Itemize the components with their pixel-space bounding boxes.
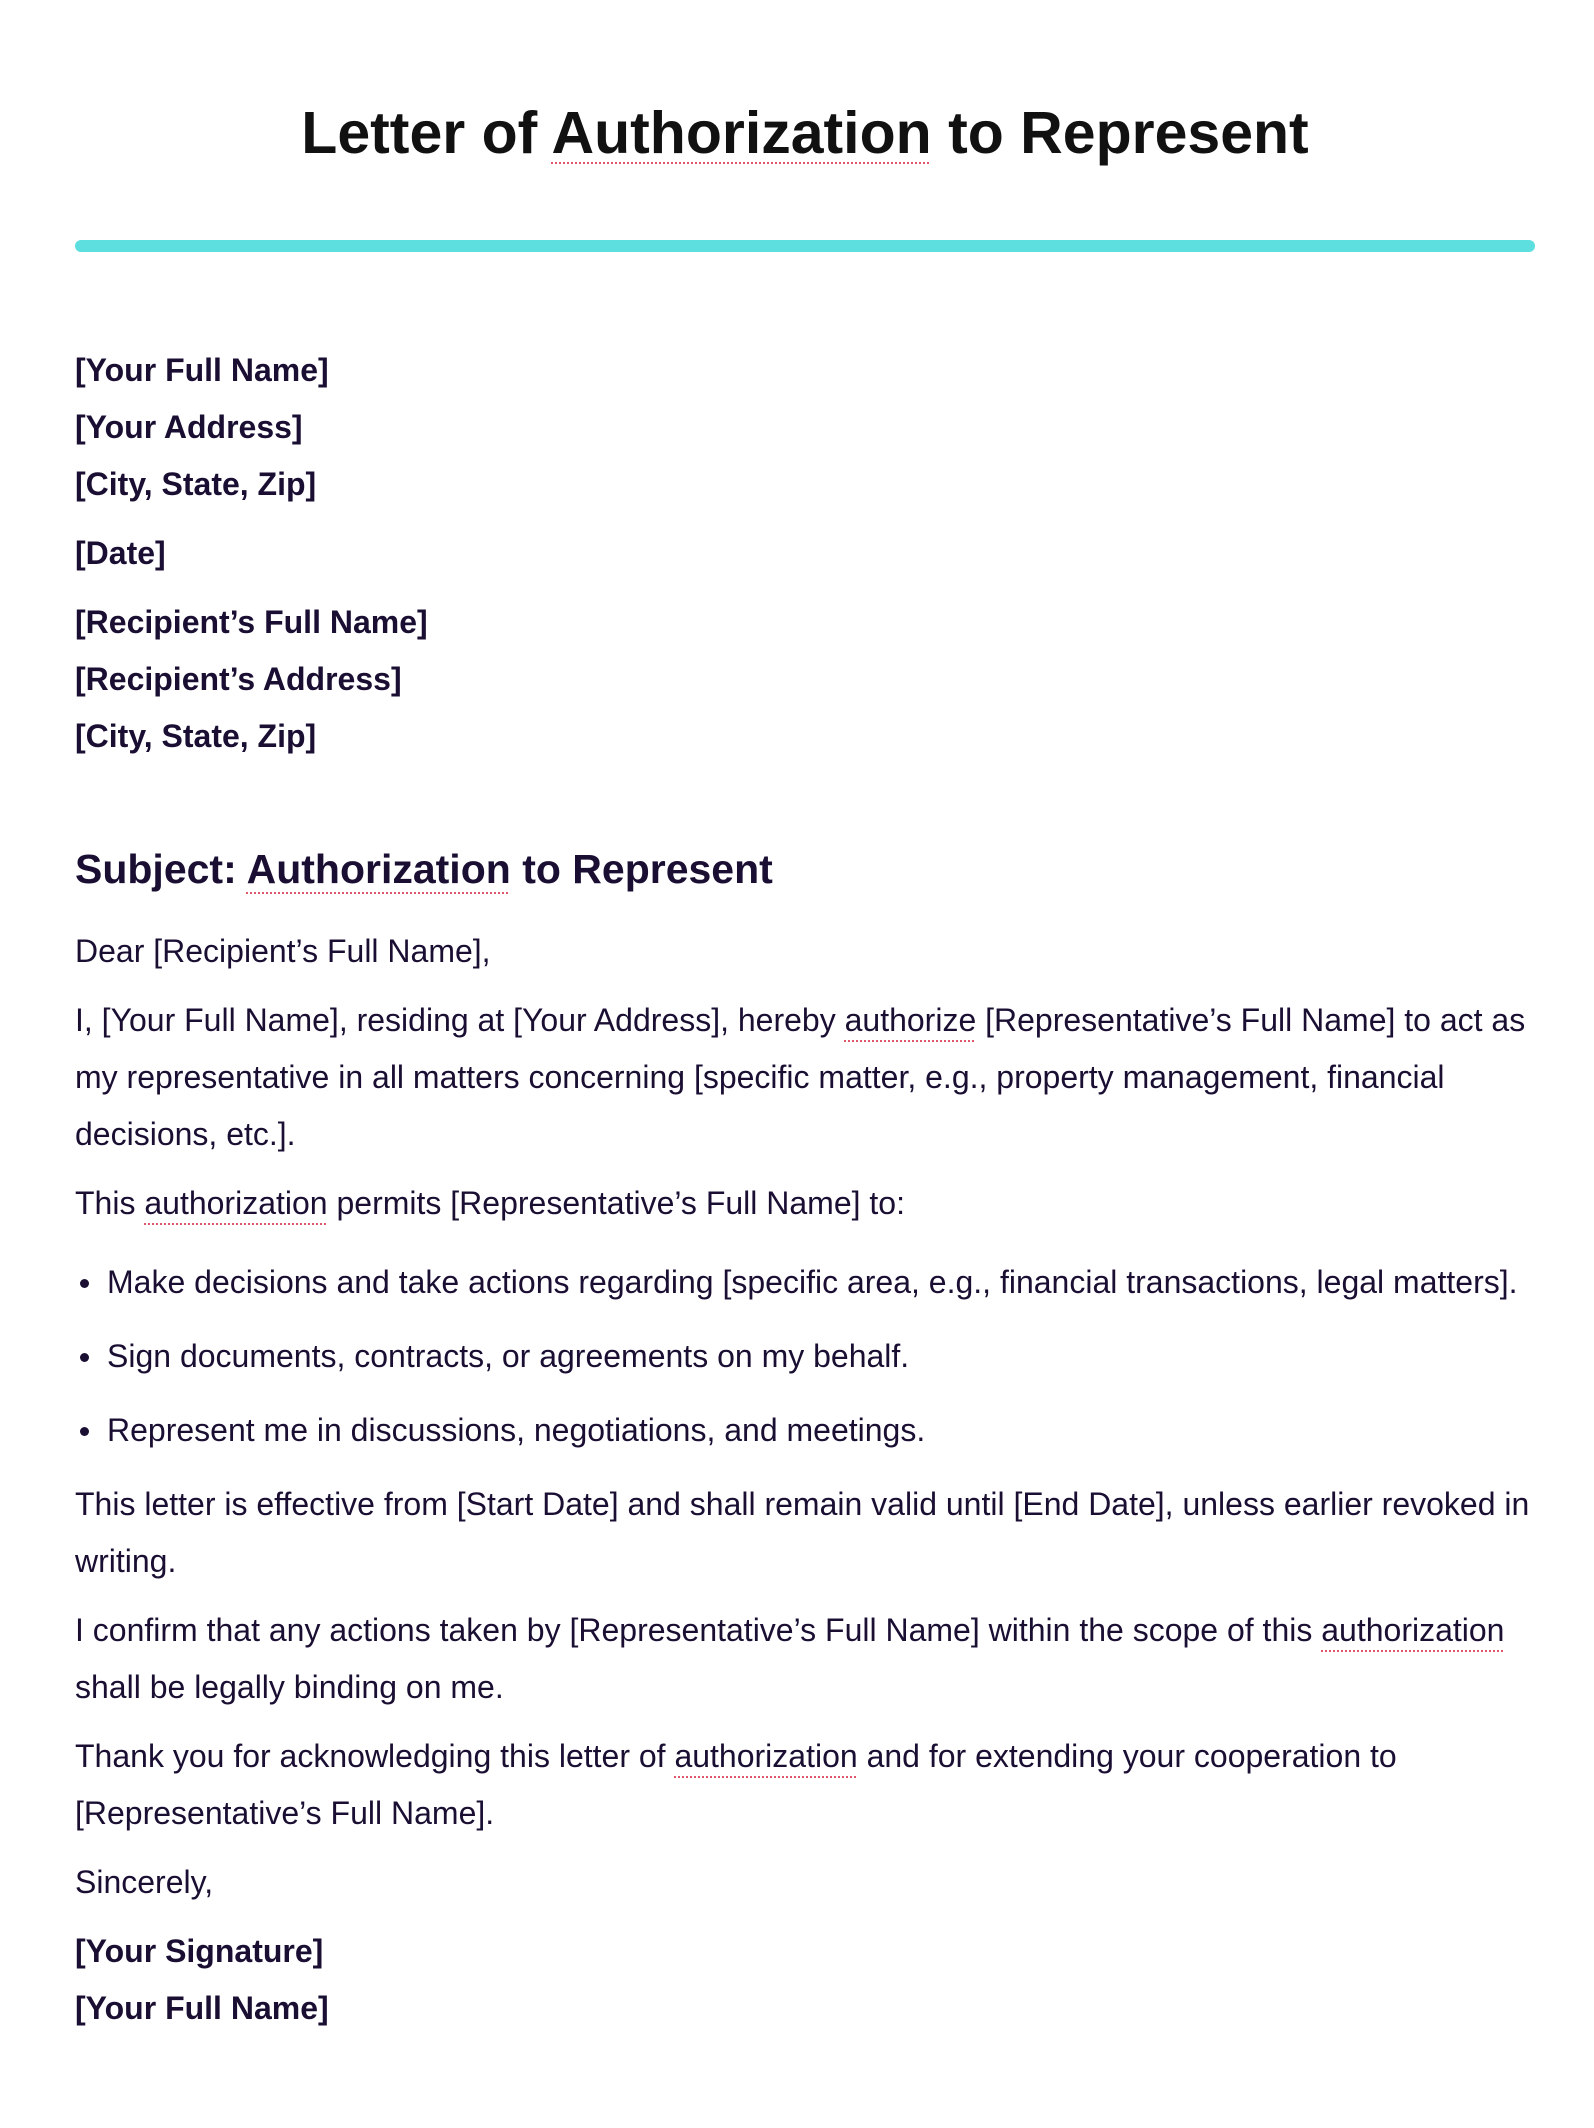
letter-date: [Date] [75,535,166,571]
permissions-list [75,1254,1535,1459]
sender-block [75,342,1535,513]
list-item: Represent me in discussions, negotiations, and meetings. [75,1402,1535,1459]
sender-address: [Your Address] [75,409,303,445]
title-before: Letter of [301,100,552,166]
paragraph1-highlight-word: authorize [844,1002,977,1038]
paragraph5-highlight-word: authorization [674,1738,858,1774]
paragraph-effective-dates: This letter is effective from [Start Date] and shall remain valid until [End Date], unless earlier revoked in writing. [75,1486,1530,1579]
paragraph-thanks [75,1728,1535,1842]
recipient-block [75,594,1535,765]
recipient-city-state-zip: [City, State, Zip] [75,718,317,754]
sender-name: [Your Full Name] [75,352,329,388]
paragraph-authorize [75,992,1535,1163]
closing: Sincerely, [75,1864,214,1900]
subject-prefix: Subject: [75,846,247,892]
paragraph1-before: I, [Your Full Name], residing at [Your Address], hereby [75,1002,845,1038]
paragraph1-after: [Representative’s Full Name] to act as my representative in all matters concerning [specific matter, e.g., property management, financial decisions, etc.]. [75,1002,1526,1152]
document-title [75,0,1535,168]
recipient-address: [Recipient’s Address] [75,661,402,697]
paragraph4-after: shall be legally binding on me. [75,1669,504,1705]
signature-block [75,1923,1535,2037]
list-item: Sign documents, contracts, or agreements on my behalf. [75,1328,1535,1385]
signer-name: [Your Full Name] [75,1990,329,2026]
subject-highlight-word: Authorization [246,846,511,892]
paragraph5-after: and for extending your cooperation to [Representative’s Full Name]. [75,1738,1397,1831]
signature-placeholder: [Your Signature] [75,1933,324,1969]
title-highlight-word: Authorization [551,100,932,166]
paragraph-confirmation [75,1602,1535,1716]
paragraph2-after: permits [Representative’s Full Name] to: [327,1185,905,1221]
recipient-name: [Recipient’s Full Name] [75,604,428,640]
paragraph2-highlight-word: authorization [144,1185,328,1221]
paragraph4-highlight-word: authorization [1321,1612,1505,1648]
greeting: Dear [Recipient’s Full Name], [75,933,491,969]
paragraph4-before: I confirm that any actions taken by [Representative’s Full Name] within the scope of this [75,1612,1322,1648]
list-item: Make decisions and take actions regarding [specific area, e.g., financial transactions, legal matters]. [75,1254,1535,1311]
title-divider [75,240,1535,252]
letter-page [75,0,1535,2037]
date-block [75,525,1535,582]
title-after: to Represent [931,100,1309,166]
paragraph2-before: This [75,1185,145,1221]
paragraph-permits [75,1175,1535,1232]
subject-suffix: to Represent [510,846,773,892]
sender-city-state-zip: [City, State, Zip] [75,466,317,502]
paragraph5-before: Thank you for acknowledging this letter of [75,1738,675,1774]
subject-line [75,841,1535,897]
